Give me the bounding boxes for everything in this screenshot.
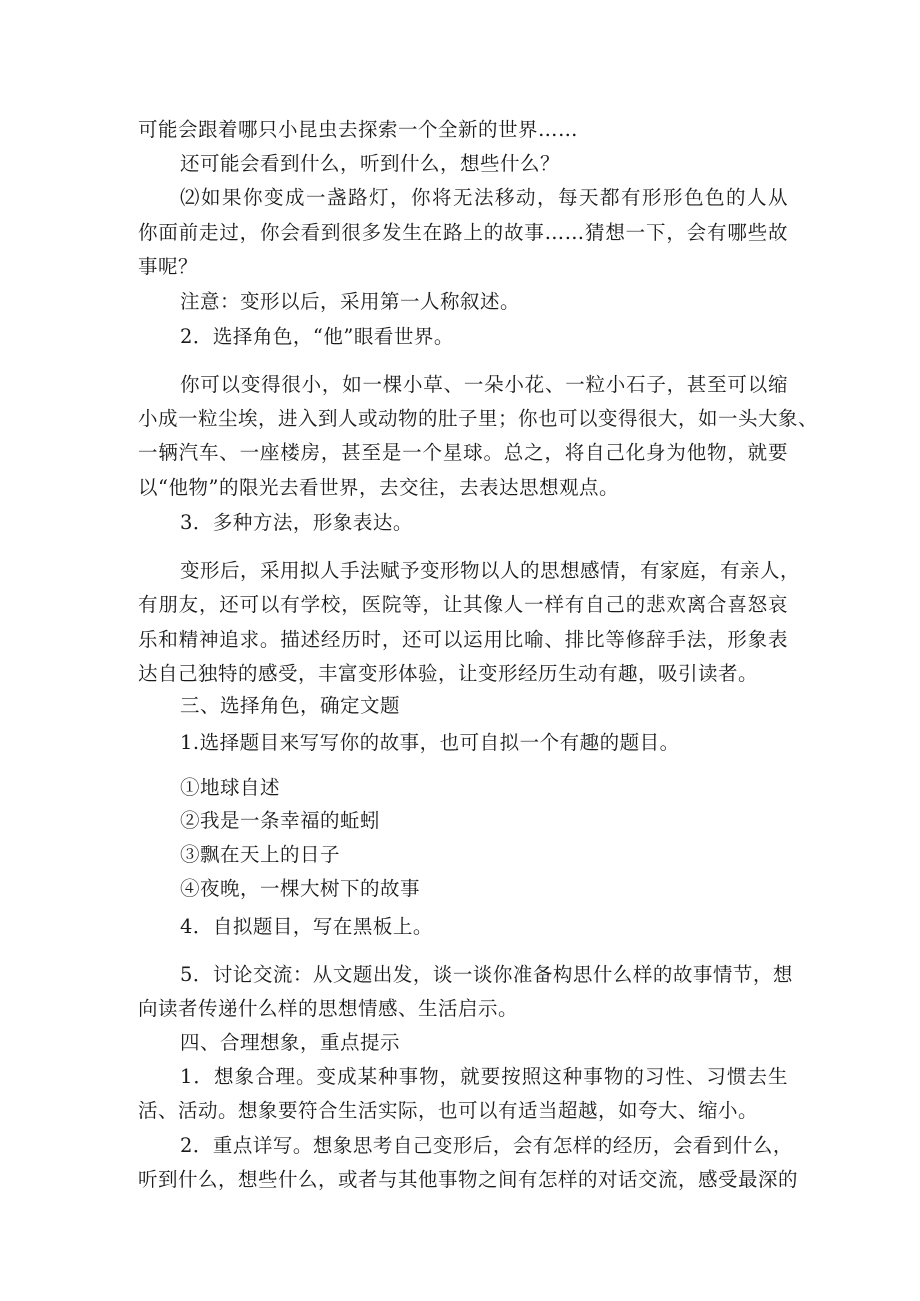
paragraph-line: 事呢？	[138, 255, 199, 278]
paragraph-line: 小成一粒尘埃，进入到人或动物的肚子里；你也可以变得很大，如一头大象、	[138, 407, 819, 430]
paragraph-line: 向读者传递什么样的思想情感、生活启示。	[138, 997, 519, 1020]
paragraph-line: 还可能会看到什么，听到什么，想些什么？	[180, 152, 561, 175]
paragraph-line: 有朋友，还可以有学校，医院等，让其像人一样有自己的悲欢离合喜怒哀	[138, 593, 788, 616]
chapter-heading: 三、选择角色，确定文题	[180, 694, 401, 717]
paragraph-line: 5．讨论交流：从文题出发，谈一谈你准备构思什么样的故事情节，想	[180, 963, 793, 986]
paragraph-line: 你面前走过，你会看到很多发生在路上的故事……猜想一下，会有哪些故	[138, 221, 788, 244]
paragraph-line: 活、活动。想象要符合生活实际，也可以有适当超越，如夸大、缩小。	[138, 1099, 759, 1122]
paragraph-line: 注意：变形以后，采用第一人称叙述。	[180, 290, 521, 313]
paragraph-line: 可能会跟着哪只小昆虫去探索一个全新的世界……	[138, 118, 579, 141]
paragraph-line: 乐和精神追求。描述经历时，还可以运用比喻、排比等修辞手法，形象表	[138, 628, 788, 651]
paragraph-line: 以“他物”的限光去看世界，去交往，去表达思想观点。	[138, 476, 619, 499]
list-item: ③飘在天上的日子	[180, 843, 341, 866]
paragraph-line: 1.选择题目来写写你的故事，也可自拟一个有趣的题目。	[180, 731, 680, 754]
list-item: ②我是一条幸福的蚯蚓	[180, 809, 381, 832]
chapter-heading: 四、合理想象，重点提示	[180, 1031, 401, 1054]
paragraph-line: 1．想象合理。变成某种事物，就要按照这种事物的习性、习惯去生	[180, 1065, 788, 1088]
paragraph-line: 2．重点详写。想象思考自己变形后，会有怎样的经历，会看到什么，	[180, 1134, 793, 1157]
paragraph-line: ⑵如果你变成一盏路灯，你将无法移动，每天都有形形色色的人从	[180, 186, 788, 209]
list-item: ①地球自述	[180, 776, 281, 799]
paragraph-line: 你可以变得很小，如一棵小草、一朵小花、一粒小石子，甚至可以缩	[180, 373, 788, 396]
section-heading: 3．多种方法，形象表达。	[180, 511, 413, 534]
list-item: ④夜晚，一棵大树下的故事	[180, 877, 421, 900]
paragraph-line: 变形后，采用拟人手法赋予变形物以人的思想感情，有家庭，有亲人，	[180, 559, 801, 582]
paragraph-line: 听到什么，想些什么，或者与其他事物之间有怎样的对话交流，感受最深的	[138, 1168, 799, 1191]
section-heading: 4．自拟题目，写在黑板上。	[180, 915, 433, 938]
paragraph-line: 达自己独特的感受，丰富变形体验，让变形经历生动有趣，吸引读者。	[138, 662, 759, 685]
paragraph-line: 一辆汽车、一座楼房，甚至是一个星球。总之，将自己化身为他物，就要	[138, 441, 788, 464]
section-heading: 2．选择角色，“他”眼看世界。	[180, 325, 454, 348]
